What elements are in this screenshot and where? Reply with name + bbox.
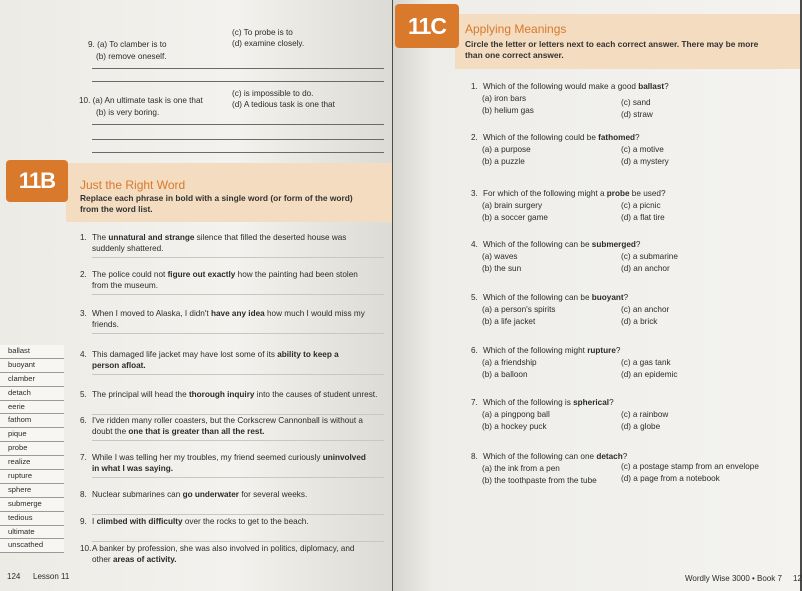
question-number: 8.: [471, 452, 478, 461]
answer-option-a[interactable]: (a) a person's spirits: [482, 305, 556, 314]
question-number: 5.: [471, 293, 478, 302]
item-text-pre: While I was telling her my troubles, my friend seemed curiously: [92, 453, 323, 462]
word-list-item: sphere: [0, 484, 64, 498]
answer-line[interactable]: [92, 440, 384, 441]
answer-line[interactable]: [92, 257, 384, 258]
answer-option-a[interactable]: (a) a purpose: [482, 145, 531, 154]
question-text-post: ?: [664, 82, 669, 91]
answer-option-a[interactable]: (a) a friendship: [482, 358, 537, 367]
item-text-bold: go underwater: [182, 490, 239, 499]
item-text: [92, 544, 354, 554]
answer-option-c[interactable]: (c) a rainbow: [621, 410, 669, 419]
item-text-pre: I: [92, 517, 97, 526]
item-text: [92, 233, 346, 243]
answer-line[interactable]: [92, 124, 384, 125]
item-text-bold: figure out exactly: [167, 270, 236, 279]
question-text-bold: ballast: [638, 82, 665, 91]
item-text-pre: I've ridden many roller coasters, but the Corkscrew Cannonball is without a: [92, 416, 363, 425]
word-list-item: ballast: [0, 345, 64, 359]
q9-c: (c) To probe is to: [232, 28, 293, 37]
answer-option-b[interactable]: (b) a life jacket: [482, 317, 536, 326]
item-text-post: for several weeks.: [238, 490, 308, 499]
question-text-pre: Which of the following would make a good: [483, 82, 639, 91]
item-number: 1.: [80, 233, 87, 242]
answer-option-b[interactable]: (b) the sun: [482, 264, 522, 273]
question-text: [483, 346, 620, 356]
page-number: 12: [793, 574, 802, 583]
word-list-item: tedious: [0, 512, 64, 526]
answer-option-b[interactable]: (b) a soccer game: [482, 213, 548, 222]
word-list-item: submerge: [0, 498, 64, 512]
question-text-pre: Which of the following can be: [483, 293, 592, 302]
item-text: [92, 490, 307, 500]
section-title: Just the Right Word: [80, 178, 186, 192]
item-text-post: how much I would miss my: [264, 309, 365, 318]
item-text: [92, 390, 377, 400]
answer-line[interactable]: [92, 477, 384, 478]
question-text-pre: Which of the following might: [483, 346, 588, 355]
item-number: 6.: [80, 416, 87, 425]
question-text-post: ?: [622, 452, 628, 461]
item-number: 3.: [80, 309, 87, 318]
item-text-bold: ability to keep a: [277, 350, 339, 359]
word-list-item: fathom: [0, 414, 64, 428]
item-text: [92, 517, 309, 527]
section-badge-11b: 11B: [6, 160, 68, 202]
item-number: 9.: [80, 517, 87, 526]
question-text-pre: Which of the following is: [483, 398, 574, 407]
word-list-item: detach: [0, 387, 64, 401]
question-text-pre: Which of the following can be: [483, 240, 592, 249]
item-text: [92, 350, 339, 360]
question-text: [483, 82, 669, 92]
item-number: 7.: [80, 453, 87, 462]
answer-option-a[interactable]: (a) brain surgery: [482, 201, 543, 210]
item-text-line2: from the museum.: [92, 281, 158, 290]
question-text-pre: Which of the following could be: [483, 133, 599, 142]
item-text-line2: in what I was saying.: [92, 464, 173, 473]
question-text: [483, 452, 627, 462]
section-instructions: Circle the letter or letters next to each correct answer. There may be more than one correct answer.: [465, 39, 759, 60]
item-text-pre: The: [92, 233, 109, 242]
word-list: [0, 345, 64, 553]
answer-option-c[interactable]: (c) an anchor: [621, 305, 670, 314]
answer-option-d[interactable]: (d) an epidemic: [621, 370, 678, 379]
item-text-pre: Nuclear submarines can: [92, 490, 183, 499]
question-text: [483, 189, 666, 199]
question-number: 1.: [471, 82, 478, 91]
question-text-bold: rupture: [587, 346, 616, 355]
word-list-item: clamber: [0, 373, 64, 387]
question-text: [483, 398, 614, 408]
answer-option-d[interactable]: (d) straw: [621, 110, 653, 119]
item-text-pre: doubt the: [92, 427, 129, 436]
answer-option-a[interactable]: (a) the ink from a pen: [482, 464, 560, 473]
question-text: [483, 240, 640, 250]
page-number: 124: [7, 572, 21, 581]
item-text-bold: thorough inquiry: [188, 390, 255, 399]
answer-option-c[interactable]: (c) sand: [621, 98, 651, 107]
answer-line[interactable]: [92, 81, 384, 82]
item-text-bold: have any idea: [210, 309, 265, 318]
answer-line[interactable]: [92, 541, 384, 542]
answer-line[interactable]: [92, 514, 384, 515]
question-text-pre: Which of the following can one: [483, 452, 597, 461]
answer-line[interactable]: [92, 414, 384, 415]
item-text-line2: person afloat.: [92, 361, 146, 370]
item-text-pre: When I moved to Alaska, I didn't: [92, 309, 211, 318]
answer-option-c[interactable]: (c) a picnic: [621, 201, 661, 210]
answer-option-d[interactable]: (d) a mystery: [621, 157, 669, 166]
item-text-line2: suddenly shattered.: [92, 244, 164, 253]
answer-option-a[interactable]: (a) a pingpong ball: [482, 410, 550, 419]
question-number: 3.: [471, 189, 478, 198]
q10-a: 10. (a) An ultimate task is one that: [79, 96, 203, 105]
item-number: 2.: [80, 270, 87, 279]
question-number: 4.: [471, 240, 478, 249]
question-text: [483, 133, 640, 143]
item-text-post: into the causes of student unrest.: [254, 390, 378, 399]
q9-a: 9. (a) To clamber is to: [88, 40, 167, 49]
question-text: [483, 293, 628, 303]
item-number: 10.: [80, 544, 92, 553]
answer-option-b[interactable]: (b) the toothpaste from the tube: [482, 476, 597, 485]
answer-option-c[interactable]: (c) a postage stamp from an envelope: [621, 462, 759, 471]
item-number: 5.: [80, 390, 87, 399]
question-text-post: ?: [623, 293, 629, 302]
answer-option-c[interactable]: (c) a submarine: [621, 252, 678, 261]
answer-line[interactable]: [92, 333, 384, 334]
answer-option-d[interactable]: (d) an anchor: [621, 264, 670, 273]
answer-line[interactable]: [92, 152, 384, 153]
answer-option-d[interactable]: (d) a globe: [621, 422, 661, 431]
q10-b: (b) is very boring.: [96, 108, 160, 117]
word-list-item: ultimate: [0, 526, 64, 540]
section-title: Applying Meanings: [465, 22, 567, 36]
item-text-line2: friends.: [92, 320, 119, 329]
question-text-bold: buoyant: [591, 293, 624, 302]
item-text-pre: This damaged life jacket may have lost some of its: [92, 350, 278, 359]
answer-option-d[interactable]: (d) a brick: [621, 317, 658, 326]
question-text-bold: submerged: [591, 240, 636, 249]
item-text-bold: climbed with difficulty: [96, 517, 183, 526]
word-list-item: eerie: [0, 401, 64, 415]
answer-option-a[interactable]: (a) waves: [482, 252, 518, 261]
word-list-item: rupture: [0, 470, 64, 484]
answer-option-b[interactable]: (b) a puzzle: [482, 157, 525, 166]
item-text-line2: [92, 427, 264, 437]
word-list-item: pique: [0, 428, 64, 442]
question-number: 7.: [471, 398, 478, 407]
question-text-post: ?: [635, 240, 641, 249]
item-text-pre: A banker by profession, she was also involved in politics, diplomacy, and: [92, 544, 355, 553]
item-text: [92, 270, 358, 280]
item-text-post: silence that filled the deserted house was: [194, 233, 347, 242]
answer-option-d[interactable]: (d) a page from a notebook: [621, 474, 720, 483]
item-text-bold: areas of activity.: [112, 555, 177, 564]
answer-option-c[interactable]: (c) a gas tank: [621, 358, 671, 367]
item-text-post: how the painting had been stolen: [235, 270, 358, 279]
question-number: 6.: [471, 346, 478, 355]
lesson-label: Lesson 11: [33, 572, 70, 581]
answer-option-b[interactable]: (b) a hockey puck: [482, 422, 547, 431]
item-text-pre: The principal will head the: [92, 390, 189, 399]
item-text: [92, 453, 366, 463]
answer-line[interactable]: [92, 68, 384, 69]
item-text-line2: [92, 555, 177, 565]
book-label: Wordly Wise 3000 • Book 7: [685, 574, 782, 583]
q9-d: (d) examine closely.: [232, 39, 305, 48]
answer-line[interactable]: [92, 374, 384, 375]
answer-line[interactable]: [92, 294, 384, 295]
item-text-pre: The police could not: [92, 270, 168, 279]
answer-option-c[interactable]: (c) a motive: [621, 145, 664, 154]
question-number: 2.: [471, 133, 478, 142]
item-number: 4.: [80, 350, 87, 359]
answer-option-d[interactable]: (d) a flat tire: [621, 213, 665, 222]
question-text-post: ?: [635, 133, 640, 142]
q10-d: (d) A tedious task is one that: [232, 100, 335, 109]
word-list-item: buoyant: [0, 359, 64, 373]
answer-option-b[interactable]: (b) helium gas: [482, 106, 534, 115]
answer-option-a[interactable]: (a) iron bars: [482, 94, 527, 103]
item-text-bold: one that is greater than all the rest.: [128, 427, 265, 436]
section-badge-11c: 11C: [395, 4, 459, 48]
item-text-post: over the rocks to get to the beach.: [182, 517, 309, 526]
word-list-item: unscathed: [0, 539, 64, 553]
item-text: [92, 416, 363, 426]
item-number: 8.: [80, 490, 87, 499]
question-text-post: ?: [609, 398, 614, 407]
item-text-bold: unnatural and strange: [108, 233, 195, 242]
question-text-post: ?: [615, 346, 621, 355]
answer-option-b[interactable]: (b) a balloon: [482, 370, 528, 379]
word-list-item: realize: [0, 456, 64, 470]
question-text-bold: probe: [606, 189, 630, 198]
item-text-pre: other: [92, 555, 113, 564]
item-text-bold: uninvolved: [322, 453, 366, 462]
word-list-item: probe: [0, 442, 64, 456]
item-text: [92, 309, 365, 319]
right-page: [393, 0, 800, 591]
question-text-pre: For which of the following might a: [483, 189, 607, 198]
q10-c: (c) is impossible to do.: [232, 89, 314, 98]
answer-line[interactable]: [92, 139, 384, 140]
question-text-bold: fathomed: [598, 133, 635, 142]
question-text-bold: spherical: [573, 398, 610, 407]
left-page: [0, 0, 392, 591]
question-text-post: be used?: [629, 189, 666, 198]
question-text-bold: detach: [596, 452, 623, 461]
section-instructions: Replace each phrase in bold with a single word (or form of the word) from the word list.: [80, 193, 353, 214]
q9-b: (b) remove oneself.: [96, 52, 167, 61]
